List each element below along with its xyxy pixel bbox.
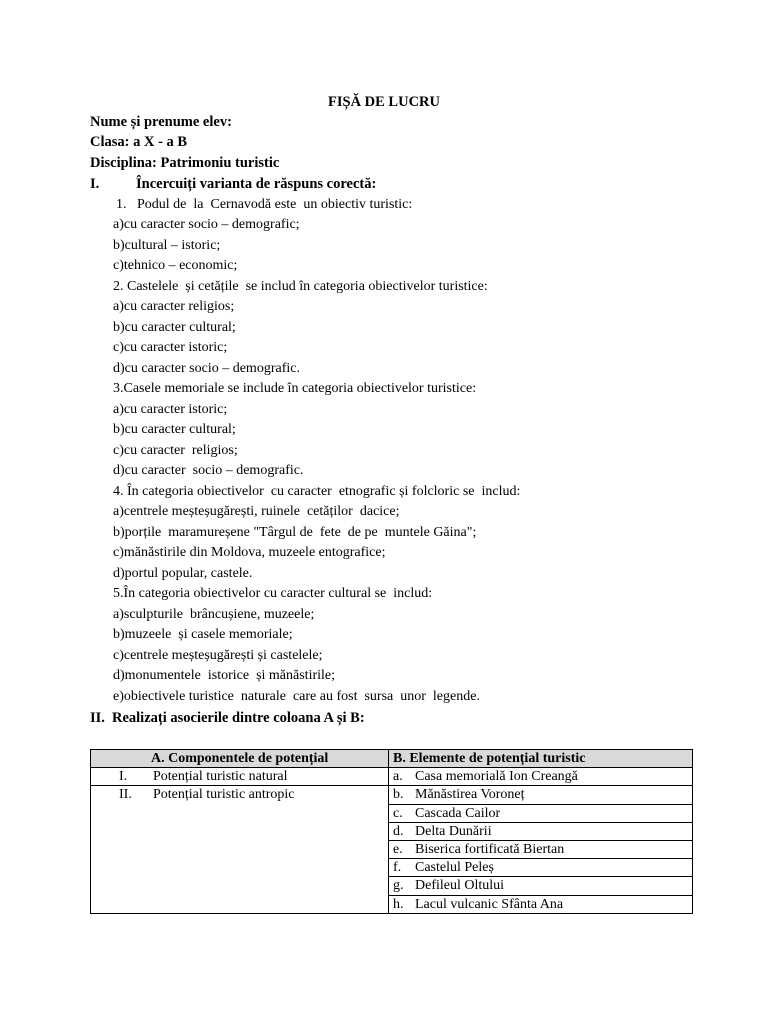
- answer-option: a)cu caracter socio – demografic;: [113, 217, 300, 232]
- answer-option: a)cu caracter istoric;: [113, 402, 228, 417]
- column-b-text: Defileul Oltului: [415, 878, 505, 894]
- column-b-header: B. Elemente de potențial turistic: [389, 750, 693, 768]
- column-b-text: Biserica fortificată Biertan: [415, 841, 565, 857]
- answer-option: d)cu caracter socio – demografic.: [113, 463, 304, 478]
- matching-table: [90, 749, 693, 914]
- answer-option: d)cu caracter socio – demografic.: [113, 361, 300, 376]
- answer-option: b)muzeele și casele memoriale;: [113, 627, 293, 642]
- column-b-cell: [389, 786, 693, 804]
- answer-option: c)cu caracter religios;: [113, 443, 238, 458]
- page-title: FIȘĂ DE LUCRU: [328, 94, 440, 110]
- column-a-text: Potențial turistic natural: [153, 769, 288, 785]
- section-2-title: Realizați asocierile dintre coloana A și B:: [112, 710, 365, 726]
- column-b-letter: e.: [393, 841, 403, 857]
- answer-option: c)mănăstirile din Moldova, muzeele entografice;: [113, 545, 386, 560]
- question-line: 1. Podul de la Cernavodă este un obiectiv turistic:: [116, 197, 413, 212]
- table-header-row: [91, 750, 693, 768]
- section-2-number: II.: [90, 710, 105, 726]
- question-line: 3.Casele memoriale se include în categoria obiectivelor turistice:: [113, 381, 477, 396]
- column-a-cell: [91, 786, 389, 913]
- column-a-number: I.: [119, 769, 128, 785]
- column-b-text: Mănăstirea Voroneț: [415, 787, 525, 803]
- answer-option: c)centrele meșteșugărești și castelele;: [113, 648, 323, 663]
- column-b-cell: [389, 877, 693, 895]
- answer-option: a)sculpturile brâncușiene, muzeele;: [113, 607, 315, 622]
- column-b-text: Castelul Peleș: [415, 860, 494, 876]
- column-b-letter: c.: [393, 805, 403, 821]
- table-row: [91, 768, 693, 786]
- answer-option: a)cu caracter religios;: [113, 299, 235, 314]
- answer-option: b)porțile maramureșene "Târgul de fete de pe muntele Găina";: [113, 525, 477, 540]
- section-2-heading: [90, 709, 365, 727]
- column-a-text: Potențial turistic antropic: [153, 787, 295, 803]
- column-a-header: A. Componentele de potențial: [91, 750, 389, 768]
- column-b-text: Cascada Cailor: [415, 805, 501, 821]
- column-b-cell: [389, 768, 693, 786]
- answer-option: b)cultural – istoric;: [113, 238, 221, 253]
- question-line: 2. Castelele și cetățile se includ în categoria obiectivelor turistice:: [113, 279, 488, 294]
- column-b-cell: [389, 840, 693, 858]
- column-b-text: Lacul vulcanic Sfânta Ana: [415, 896, 564, 912]
- column-b-letter: d.: [393, 823, 404, 839]
- question-line: 4. În categoria obiectivelor cu caracter etnografic și folcloric se includ:: [113, 484, 521, 499]
- class-label: Clasa: a X - a B: [90, 134, 188, 150]
- column-b-letter: g.: [393, 878, 404, 894]
- section-1-heading: [90, 175, 376, 193]
- table-row: [91, 786, 693, 804]
- column-b-text: Delta Dunării: [415, 823, 492, 839]
- student-name-label: Nume și prenume elev:: [90, 114, 232, 130]
- section-1-number: I.: [90, 176, 100, 192]
- discipline-label: Disciplina: Patrimoniu turistic: [90, 155, 280, 171]
- column-b-cell: [389, 804, 693, 822]
- answer-option: b)cu caracter cultural;: [113, 320, 236, 335]
- column-b-cell: [389, 822, 693, 840]
- column-b-cell: [389, 859, 693, 877]
- column-b-letter: f.: [393, 860, 402, 876]
- answer-option: b)cu caracter cultural;: [113, 422, 236, 437]
- column-a-cell: [91, 768, 389, 786]
- column-b-letter: h.: [393, 896, 404, 912]
- answer-option: c)cu caracter istoric;: [113, 340, 228, 355]
- column-b-cell: [389, 895, 693, 913]
- column-b-text: Casa memorială Ion Creangă: [415, 769, 578, 785]
- column-b-letter: b.: [393, 787, 404, 803]
- section-1-title: Încercuiți varianta de răspuns corectă:: [136, 176, 377, 192]
- answer-option: e)obiectivele turistice naturale care au fost sursa unor legende.: [113, 689, 480, 704]
- answer-option: a)centrele meșteșugărești, ruinele cetăților dacice;: [113, 504, 400, 519]
- answer-option: d)portul popular, castele.: [113, 566, 253, 581]
- column-b-letter: a.: [393, 769, 403, 785]
- question-line: 5.În categoria obiectivelor cu caracter cultural se includ:: [113, 586, 433, 601]
- answer-option: d)monumentele istorice și mănăstirile;: [113, 668, 335, 683]
- answer-option: c)tehnico – economic;: [113, 258, 238, 273]
- column-a-number: II.: [119, 787, 132, 803]
